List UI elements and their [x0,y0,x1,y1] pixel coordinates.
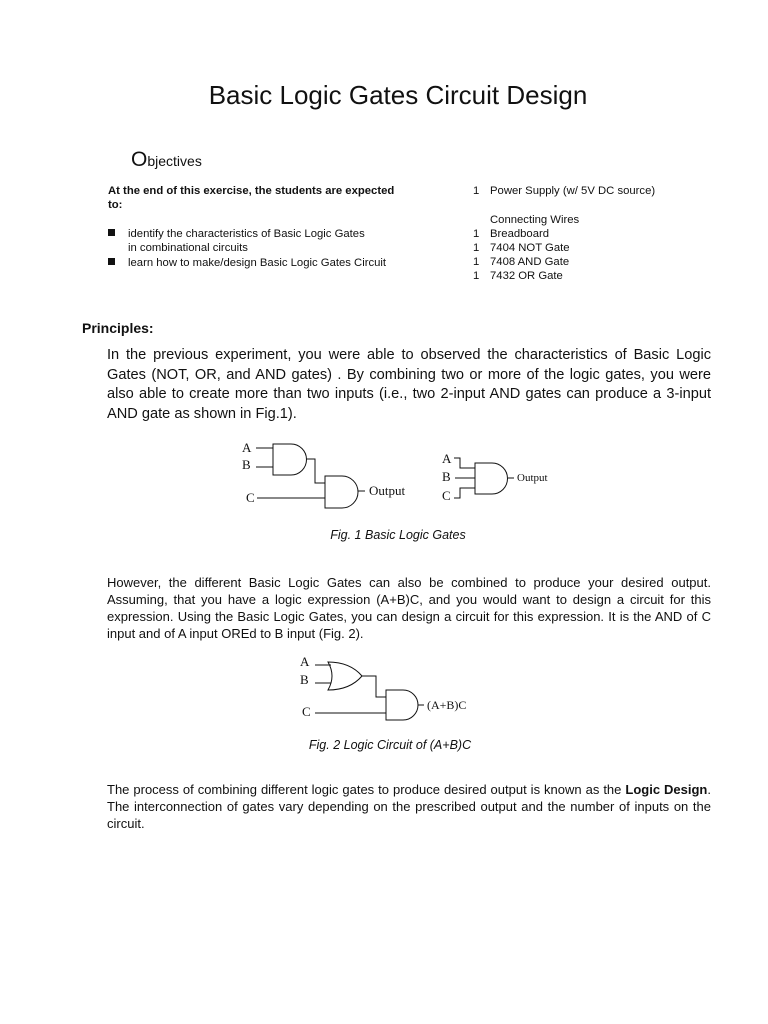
input-label-c: C [246,490,255,505]
material-qty: 1 [473,228,480,240]
bullet-text: learn how to make/design Basic Logic Gates Circuit [128,257,387,269]
input-label-a: A [300,654,310,669]
material-name: Breadboard [490,228,550,240]
input-label-b: B [442,469,451,484]
output-label: (A+B)C [427,698,467,712]
output-label: Output [517,472,548,484]
figure-caption: Fig. 1 Basic Logic Gates [330,528,466,542]
bold-term: Logic Design [625,782,708,797]
paragraph-text: The process of combining different logic gates to produce desired output is known as the [107,782,626,797]
objectives-intro: At the end of this exercise, the students are expected to: [108,185,395,211]
bullet-text: identify the characteristics of Basic Logic Gates [128,228,365,240]
material-name: Connecting Wires [490,214,580,226]
material-qty: 1 [473,242,480,254]
figure-caption: Fig. 2 Logic Circuit of (A+B)C [308,738,472,752]
input-label-c: C [442,488,451,503]
or-gate-icon [328,662,362,690]
input-label-a: A [242,440,252,455]
heading-initial: O [131,148,148,171]
material-qty: 1 [473,256,480,268]
input-label-c: C [302,704,311,719]
material-name: 7404 NOT Gate [490,242,570,254]
wire [315,665,331,683]
material-qty: 1 [473,270,480,282]
material-qty: 1 [473,185,480,197]
principles-heading: Principles: [82,320,154,336]
bullet-continuation: in combinational circuits [128,242,248,254]
paragraph: However, the different Basic Logic Gates can also be combined to produce your desired output. Assuming, that you have a logic expression (A+B)C, and you would want to design a circuit for this expression. Using the Basic Logic Gates, you can design a circuit for this expression. It is the AND of C input and of A input OREd to B input (Fig. 2). [107,575,711,641]
material-name: 7432 OR Gate [490,270,563,282]
material-name: Power Supply (w/ 5V DC source) [490,185,656,197]
output-label: Output [369,483,406,498]
wire [315,676,386,713]
page-title: Basic Logic Gates Circuit Design [208,80,588,110]
paragraph-text: . The interconnection of gates vary depending on the prescribed output and the number of inputs on the circuit. [107,782,712,831]
input-label-b: B [300,672,309,687]
input-label-a: A [442,451,452,466]
and-gate-icon [386,690,418,720]
paragraph: In the previous experiment, you were able to observed the characteristics of Basic Logic Gates (NOT, OR, and AND gates) . By combining two or more of the logic gates, you were also able to create more than two inputs (i.e., two 2-input AND gates can produce a 3-input AND gate as shown in Fig.1). [107,347,711,422]
heading-rest: bjectives [147,153,202,169]
input-label-b: B [242,457,251,472]
material-name: 7408 AND Gate [490,256,570,268]
paragraph [107,781,711,832]
